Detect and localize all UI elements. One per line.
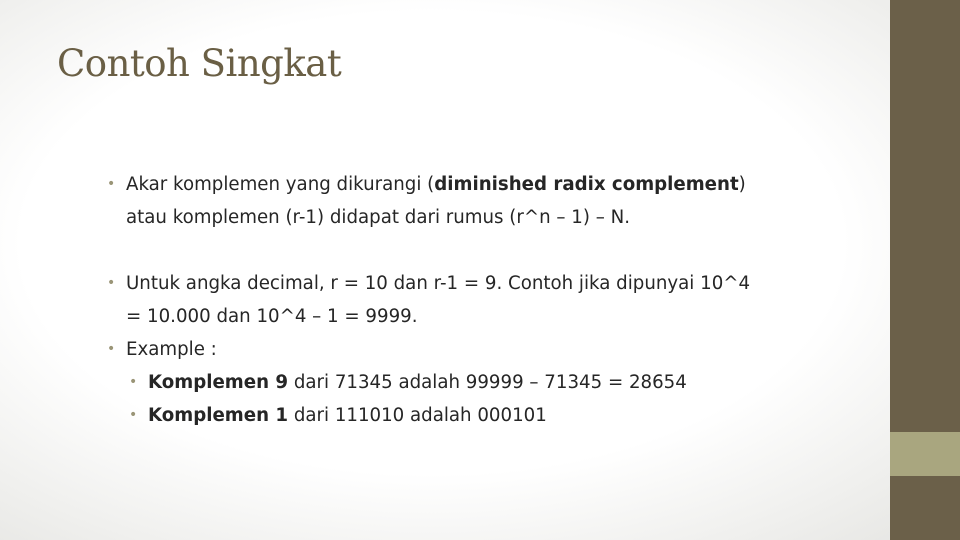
bullet-item-example bbox=[107, 333, 767, 366]
bullet-text: ) atau komplemen (r-1) didapat dari rumus (r^n – 1) – N. bbox=[126, 174, 746, 228]
bullet-icon: • bbox=[107, 341, 116, 357]
sub-bullet-komplemen-1 bbox=[107, 399, 767, 432]
bullet-text: Untuk angka decimal, r = 10 dan r-1 = 9. Contoh jika dipunyai 10^4 = 10.000 dan 10^4 – 1 = 9999. bbox=[126, 273, 751, 327]
sub-bullet-bold-text: Komplemen 9 bbox=[148, 372, 289, 393]
sub-bullet-komplemen-9 bbox=[107, 366, 767, 399]
sub-bullet-icon: • bbox=[129, 374, 138, 390]
sub-bullet-text: dari 71345 adalah 99999 – 71345 = 28654 bbox=[288, 372, 687, 393]
sidebar-accent-middle bbox=[890, 432, 960, 476]
sub-bullet-bold-text: Komplemen 1 bbox=[148, 405, 289, 426]
bullet-item-decimal bbox=[107, 267, 767, 333]
bullet-bold-text: diminished radix complement bbox=[434, 174, 739, 195]
slide-content bbox=[107, 168, 767, 432]
bullet-icon: • bbox=[107, 176, 116, 192]
slide-title: Contoh Singkat bbox=[57, 42, 342, 85]
paragraph-spacer bbox=[107, 234, 767, 267]
sub-bullet-text: dari 111010 adalah 000101 bbox=[288, 405, 547, 426]
sidebar-accent-top bbox=[890, 0, 960, 432]
bullet-item-diminished-radix bbox=[107, 168, 767, 234]
bullet-text: Akar komplemen yang dikurangi ( bbox=[126, 174, 435, 195]
sidebar-accent-bottom bbox=[890, 476, 960, 540]
bullet-icon: • bbox=[107, 275, 116, 291]
sub-bullet-icon: • bbox=[129, 407, 138, 423]
bullet-text: Example : bbox=[126, 339, 217, 360]
